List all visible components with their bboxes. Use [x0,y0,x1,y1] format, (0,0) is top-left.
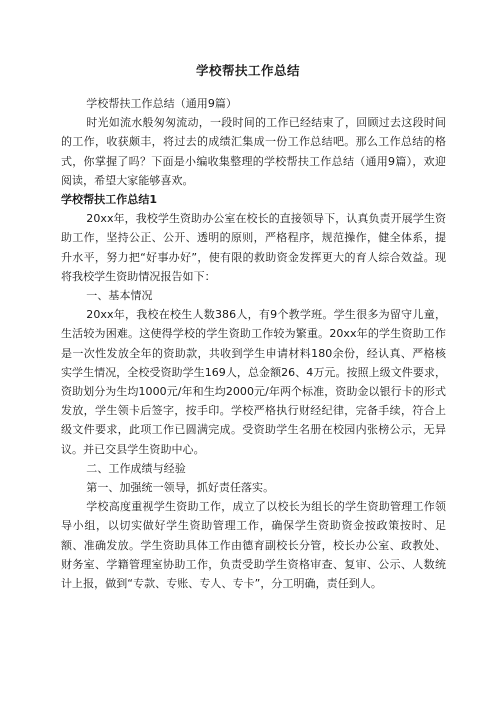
heading-basic-situation: 一、基本情况 [86,289,153,303]
intro-paragraph: 时光如流水般匆匆流动，一段时间的工作已经结束了，回顾过去这段时间的工作，收获颇丰，将过去的成绩汇集成一份工作总结吧。那么工作总结的格式，你掌握了吗？下面是小编收集整理的学校帮扶工作总结（通用9篇），欢迎阅读，希望大家能够喜欢。 [61,116,446,187]
document-title: 学校帮扶工作总结 [195,63,300,78]
paragraph-overview: 20xx年，我校学生资助办公室在校长的直接领导下，认真负责开展学生资助工作，坚持公正、公开、透明的原则，严格程序，规范操作，健全体系，提升水平，努力把“好事办好”，使有限的救助资金发挥更大的育人综合效益。现将我校学生资助情况报告如下： [61,212,446,283]
section-heading-1: 学校帮扶工作总结1 [61,193,158,207]
heading-results-experience: 二、工作成绩与经验 [86,461,186,475]
paragraph-basic-situation: 20xx年，我校在校生人数386人，有9个教学班。学生很多为留守儿童，生活较为困难。这使得学校的学生资助工作较为繁重。20xx年的学生资助工作是一次性发放全年的资助款，共收到学生申请材料180余份，经认真、严格核实学生情况，全校受资助学生169人，总金额26、4万元。按照上级文件要求，资助划分为生均1000元/年和生均2000元/年两个标准，资助金以银行卡的形式发放，学生领卡后签字，按手印。学校严格执行财经纪律，完备手续，符合上级文件要求，此项工作已圆满完成。受资助学生名册在校园内张榜公示，无异议。并已交县学生资助中心。 [61,308,446,456]
document-subtitle: 学校帮扶工作总结（通用9篇） [86,97,237,110]
paragraph-first-point: 学校高度重视学生资助工作，成立了以校长为组长的学生资助管理工作领导小组，以切实做好学生资助管理工作，确保学生资助资金按政策按时、足额、准确发放。学生资助具体工作由德育副校长分管，校长办公室、政教处、财务室、学籍管理室协助工作，负责受助学生资格审查、复审、公示、人数统计上报，做到“专款、专账、专人、专卡”，分工明确，责任到人。 [61,500,446,591]
document-body [61,94,446,593]
heading-first-point: 第一、加强统一领导，抓好责任落实。 [86,481,275,495]
